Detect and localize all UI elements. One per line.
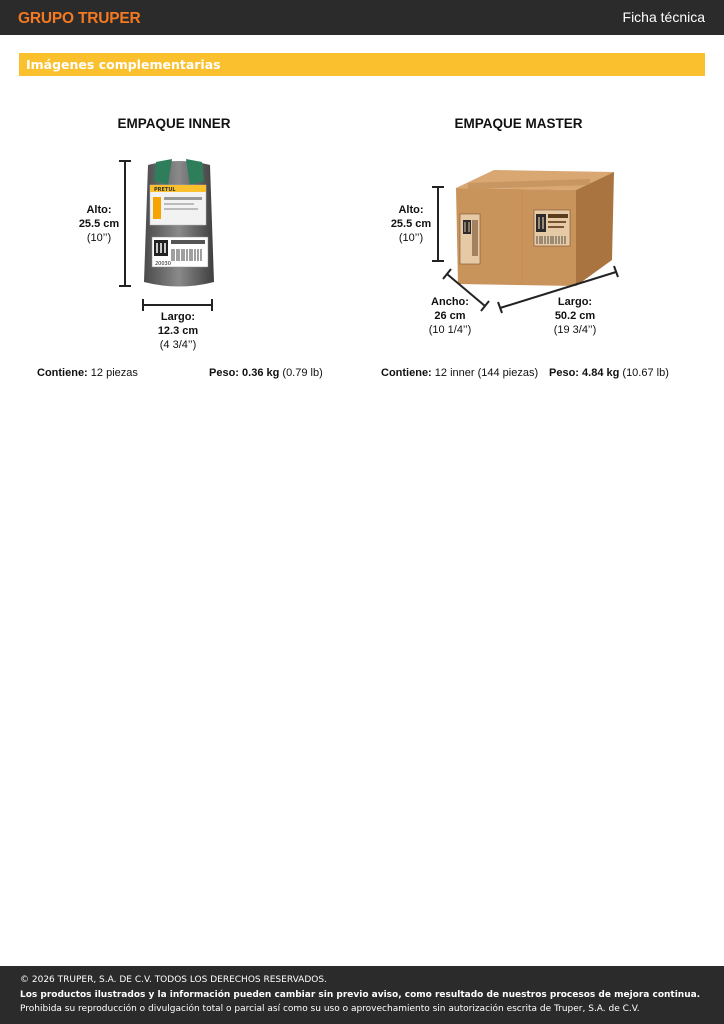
brand-logo: GRUPO TRUPER [18,10,141,27]
master-weight-label: Peso: [549,367,579,379]
inner-height-label: Alto: [86,204,112,216]
master-length-imperial: (19 3/4’’) [553,324,597,336]
inner-height-line [124,161,126,287]
inner-contents-label: Contiene: [37,367,88,379]
master-height-label: Alto: [398,204,424,216]
master-length-dimension [543,295,607,337]
master-width-imperial: (10 1/4’’) [428,324,472,336]
inner-length-label: Largo: [160,311,196,323]
master-height-value: 25.5 cm [390,218,432,230]
section-title: Imágenes complementarias [26,57,221,72]
master-height-cap-bottom [432,260,444,262]
inner-weight-imperial: (0.79 lb) [282,367,323,379]
footer-copyright: © 2026 TRUPER, S.A. DE C.V. TODOS LOS DERECHOS RESERVADOS. [20,975,327,985]
master-weight-imperial: (10.67 lb) [622,367,669,379]
section-header [19,53,705,76]
page-footer [0,966,724,1024]
footer-prohibition: Prohibida su reproducción o divulgación total o parcial así como su uso o aprovechamiento sin autorización escrita de Truper, S.A. de C.V. [20,1004,640,1014]
inner-length-cap-left [142,299,144,311]
master-contents-label: Contiene: [381,367,432,379]
page-header [0,0,724,35]
inner-length-cap-right [211,299,213,311]
inner-length-line [143,304,213,306]
master-width-value: 26 cm [434,310,466,322]
master-height-line [437,187,439,261]
pack-brand-text: PRETUL [154,187,176,193]
master-length-label: Largo: [557,296,593,308]
master-weight-value: 4.84 kg [582,367,620,379]
master-height-dimension [386,203,436,245]
inner-weight-label: Peso: [209,367,239,379]
master-contents [381,367,538,379]
master-width-dimension [420,295,480,337]
inner-length-value: 12.3 cm [157,325,199,337]
master-contents-value: 12 inner (144 piezas) [434,367,539,379]
document-type-label: Ficha técnica [622,9,705,25]
master-width-label: Ancho: [431,296,469,308]
inner-pack-title: EMPAQUE INNER [117,116,231,131]
inner-height-cap-top [119,160,131,162]
inner-height-dimension [74,203,124,245]
inner-contents-value: 12 piezas [90,367,138,379]
master-weight [549,367,669,379]
inner-length-imperial: (4 3/4’’) [159,339,197,351]
inner-weight [209,367,323,379]
inner-height-cap-bottom [119,285,131,287]
master-pack-title: EMPAQUE MASTER [454,116,583,131]
inner-weight-value: 0.36 kg [242,367,280,379]
inner-height-imperial: (10’’) [86,232,112,244]
inner-height-value: 25.5 cm [78,218,120,230]
inner-pack-image [138,157,220,292]
footer-notice: Los productos ilustrados y la información pueden cambiar sin previo aviso, como resultado de nuestros procesos de mejora continua. [20,990,701,1000]
inner-contents [37,367,138,379]
master-length-value: 50.2 cm [554,310,596,322]
inner-length-dimension [148,310,208,352]
master-height-cap-top [432,186,444,188]
pack-code-text: 20030 [155,261,171,267]
master-height-imperial: (10’’) [398,232,424,244]
